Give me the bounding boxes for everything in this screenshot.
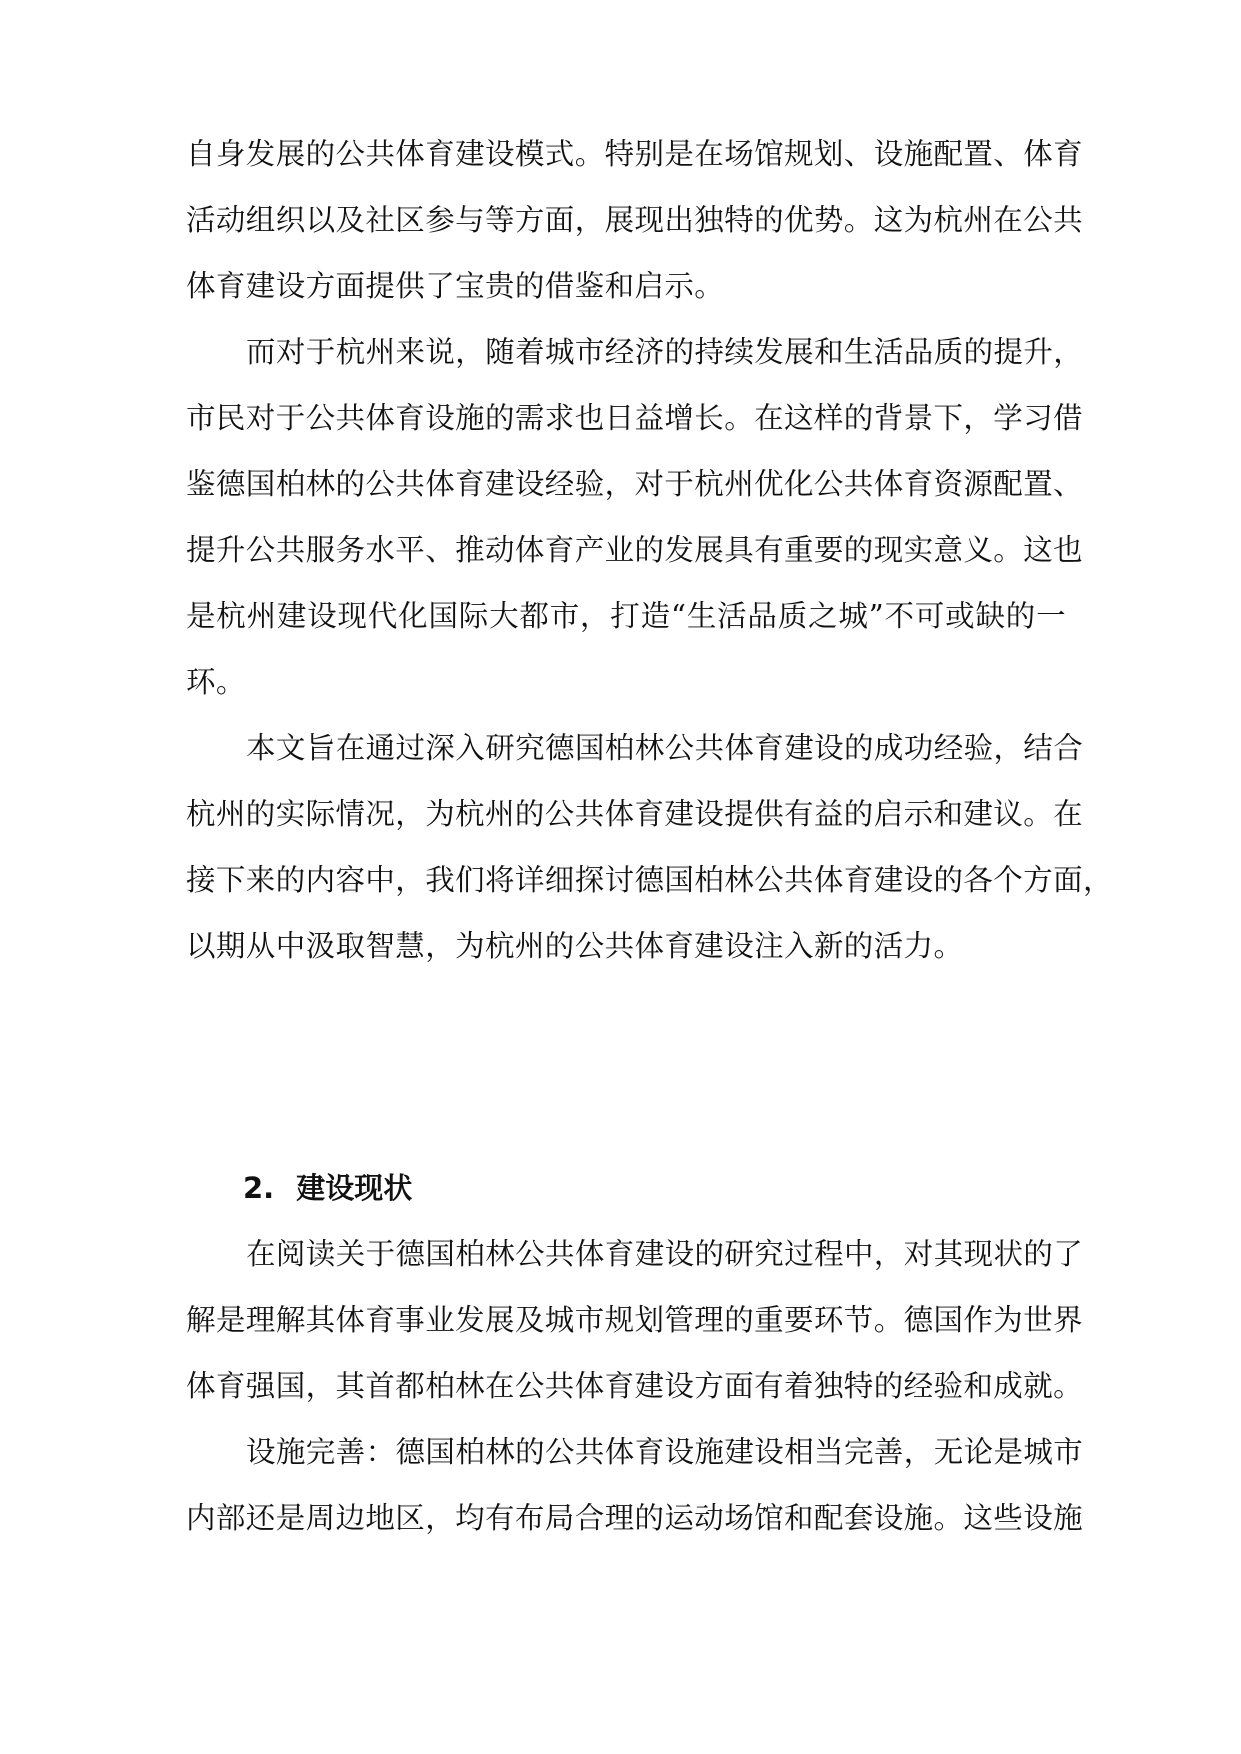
paragraph-5-line-2: 内部还是周边地区，均有布局合理的运动场馆和配套设施。这些设施 [186, 1501, 1084, 1535]
section-heading [243, 1168, 412, 1208]
paragraph-4-line-1: 在阅读关于德国柏林公共体育建设的研究过程中，对其现状的了 [246, 1237, 1084, 1271]
paragraph-3-line-3: 接下来的内容中，我们将详细探讨德国柏林公共体育建设的各个方面， [186, 863, 1113, 897]
paragraph-2-line-5: 是杭州建设现代化国际大都市，打造“生活品质之城”不可或缺的一 [186, 599, 1066, 633]
paragraph-2-line-2: 市民对于公共体育设施的需求也日益增长。在这样的背景下，学习借 [186, 401, 1084, 435]
paragraph-1-line-2: 活动组织以及社区参与等方面，展现出独特的优势。这为杭州在公共 [186, 203, 1084, 237]
paragraph-2-line-4: 提升公共服务水平、推动体育产业的发展具有重要的现实意义。这也 [186, 533, 1084, 567]
section-title: 建设现状 [296, 1171, 413, 1205]
paragraph-5-line-1: 设施完善：德国柏林的公共体育设施建设相当完善，无论是城市 [246, 1435, 1084, 1469]
paragraph-2-line-1: 而对于杭州来说，随着城市经济的持续发展和生活品质的提升， [246, 335, 1084, 369]
paragraph-1-line-3: 体育建设方面提供了宝贵的借鉴和启示。 [186, 269, 725, 303]
paragraph-3-line-2: 杭州的实际情况，为杭州的公共体育建设提供有益的启示和建议。在 [186, 797, 1084, 831]
paragraph-1-line-1: 自身发展的公共体育建设模式。特别是在场馆规划、设施配置、体育 [186, 137, 1084, 171]
section-number: 2. [243, 1171, 275, 1205]
paragraph-2-line-3: 鉴德国柏林的公共体育建设经验，对于杭州优化公共体育资源配置、 [186, 467, 1084, 501]
paragraph-4-line-3: 体育强国，其首都柏林在公共体育建设方面有着独特的经验和成就。 [186, 1369, 1084, 1403]
paragraph-3-line-1: 本文旨在通过深入研究德国柏林公共体育建设的成功经验，结合 [246, 731, 1084, 765]
paragraph-4-line-2: 解是理解其体育事业发展及城市规划管理的重要环节。德国作为世界 [186, 1303, 1084, 1337]
paragraph-2-line-6: 环。 [186, 665, 246, 699]
paragraph-3-line-4: 以期从中汲取智慧，为杭州的公共体育建设注入新的活力。 [186, 929, 964, 963]
